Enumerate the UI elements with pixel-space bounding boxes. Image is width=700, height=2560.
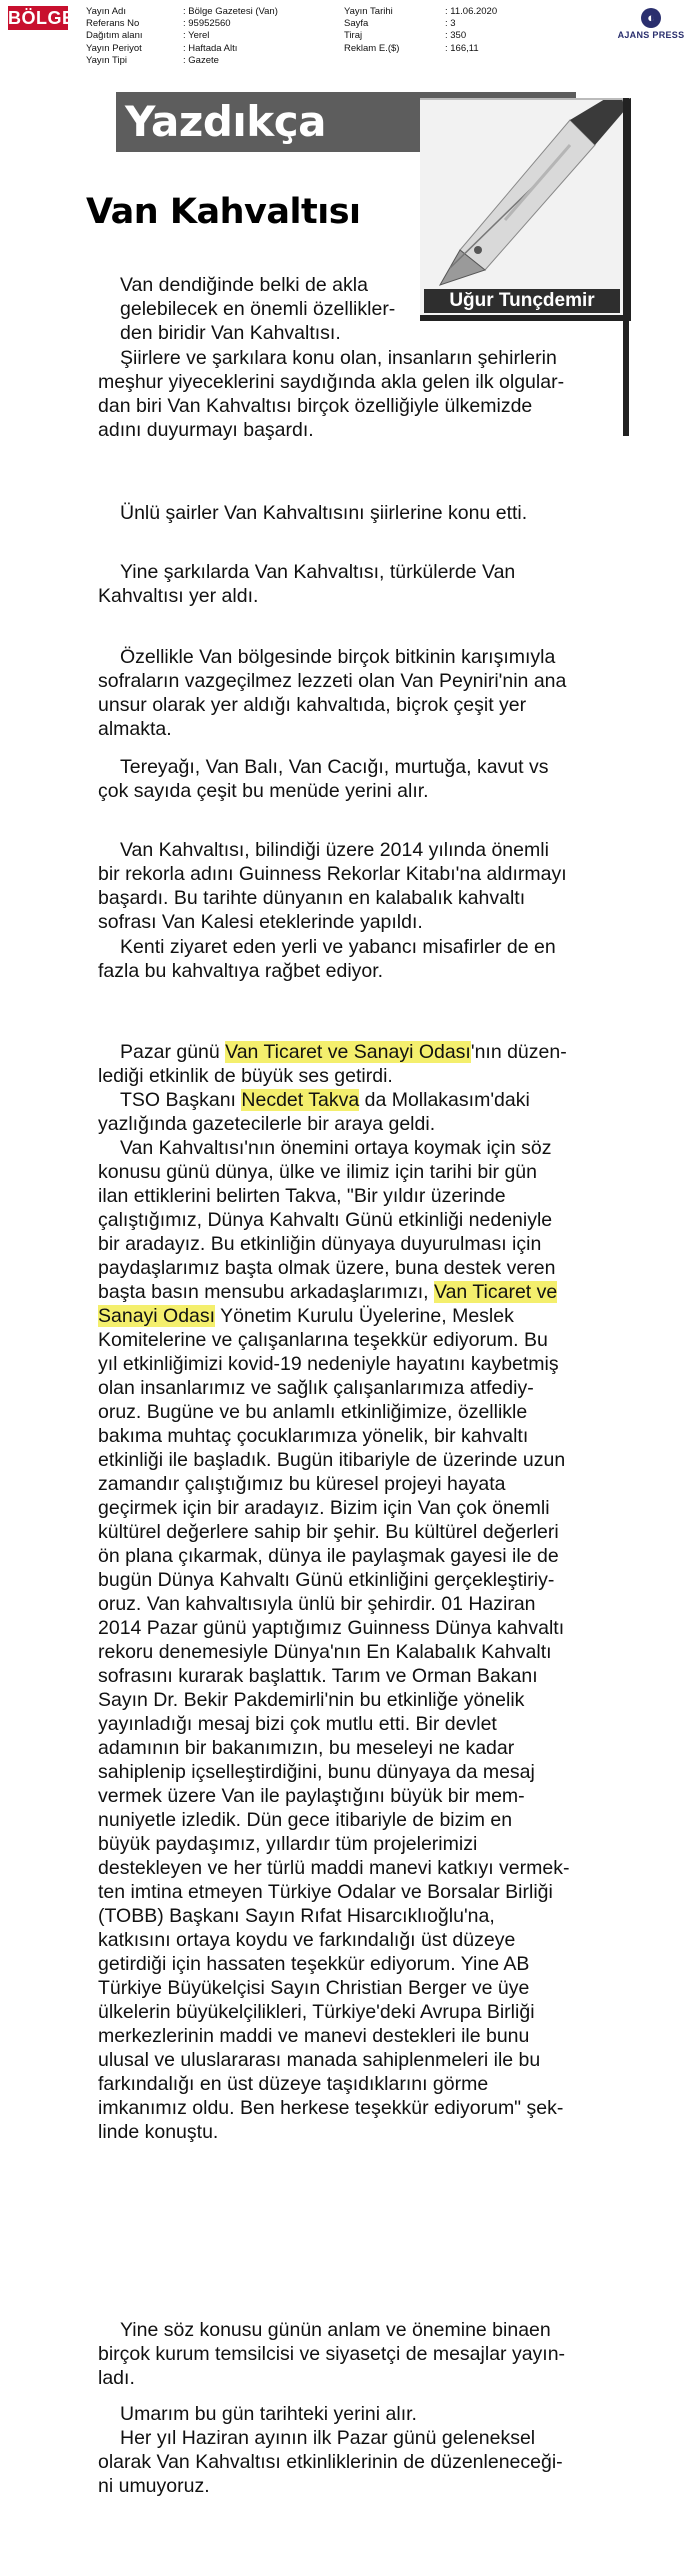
text-line: ladı. <box>98 2367 135 2389</box>
agency-mark-icon: ◐ <box>641 8 661 28</box>
text-line: zamandır çalıştığımız bu küresel projeyi hayata <box>98 1473 506 1495</box>
text-line: rekoru denemesiyle Dünya'nın En Kalabalık Kahvaltı <box>98 1641 552 1663</box>
text-line: Van Kahvaltısı'nın önemini ortaya koymak için söz <box>120 1137 552 1159</box>
text-line: Kenti ziyaret eden yerli ve yabancı misafirler de en <box>120 936 556 958</box>
text-line: ön plana çıkarmak, dünya ile paylaşmak gayesi ile de <box>98 1545 559 1567</box>
text-line: (TOBB) Başkanı Sayın Rıfat Hisarcıklıoğlu'na, <box>98 1905 495 1927</box>
agency-name: AJANS PRESS <box>617 30 685 40</box>
text-line: ten imtina etmeyen Türkiye Odalar ve Borsalar Birliği <box>98 1881 553 1903</box>
text-line: Özellikle Van bölgesinde birçok bitkinin karışımıyla <box>120 646 556 668</box>
text-line: olarak Van Kahvaltısı etkinliklerinin de düzenleneceği- <box>98 2451 563 2473</box>
publication-meta-right <box>344 6 497 55</box>
text-line: Kahvaltısı yer aldı. <box>98 585 259 607</box>
text-line: Umarım bu gün tarihteki yerini alır. <box>120 2403 417 2425</box>
meta-label: Yayın Tarihi <box>344 6 393 17</box>
meta-label: Tiraj <box>344 30 363 42</box>
text-line: almakta. <box>98 718 172 740</box>
article-paragraph <box>98 346 564 442</box>
text-line: ni umuyoruz. <box>98 2475 210 2497</box>
text-line <box>98 1304 569 1328</box>
text-line: imkanımız oldu. Ben herkese teşekkür ediyorum" şek- <box>98 2097 564 2119</box>
text-line: Şiirlere ve şarkılara konu olan, insanların şehirlerin <box>120 347 557 369</box>
text-line: adını duyurmayı başardı. <box>98 419 314 441</box>
article-paragraph <box>120 273 395 345</box>
article-paragraph <box>98 2426 563 2498</box>
meta-value: : Yerel <box>183 30 210 42</box>
article-paragraph <box>98 1136 569 2144</box>
text-line: başardı. Bu tarihte dünyanın en kalabalık kahvaltı <box>98 887 526 909</box>
meta-label: Reklam E.($) <box>344 42 400 54</box>
meta-value: : 3 <box>445 18 456 30</box>
text-span: 'nın düzen- <box>470 1041 567 1063</box>
text-line: destekleyen ve her türlü maddi manevi katkıyı vermek- <box>98 1857 570 1879</box>
meta-label: Dağıtım alanı <box>86 30 143 42</box>
meta-label: Yayın Periyot <box>86 42 142 54</box>
text-line: çok sayıda çeşit bu menüde yerini alır. <box>98 780 429 802</box>
column-name: Yazdıkça <box>125 97 326 146</box>
article-paragraph <box>98 501 527 525</box>
text-line: vermek üzere Van ile paylaştığını büyük bir mem- <box>98 1785 525 1807</box>
meta-row <box>344 30 497 42</box>
meta-value: : 166,11 <box>445 42 479 54</box>
meta-value: : Gazete <box>183 54 219 66</box>
text-line: Van dendiğinde belki de akla <box>120 274 368 296</box>
text-line: sofrasını kurarak başlattık. Tarım ve Orman Bakanı <box>98 1665 538 1687</box>
text-span: da Mollakasım'daki <box>359 1089 530 1111</box>
text-line: paydaşlarımız başta olmak üzere, buna destek veren <box>98 1257 556 1279</box>
text-line: meşhur yiyeceklerini saydığında akla gelen ilk olgular- <box>98 371 565 393</box>
text-line: yazlığında gazetecilerle bir araya geldi. <box>98 1113 436 1135</box>
meta-row <box>344 6 497 18</box>
text-line: fazla bu kahvaltıya rağbet ediyor. <box>98 960 384 982</box>
text-line: Ünlü şairler Van Kahvaltısını şiirlerine konu etti. <box>120 502 528 524</box>
article-paragraph <box>98 2402 417 2426</box>
article-paragraph <box>98 755 549 803</box>
publication-meta-left <box>86 6 278 67</box>
highlighted-name: Necdet Takva <box>241 1089 360 1111</box>
meta-value: : 11.06.2020 <box>445 6 498 17</box>
article-paragraph <box>98 1040 567 1136</box>
text-line: bir rekorla adını Guinness Rekorlar Kitabı'na aldırmayı <box>98 863 567 885</box>
text-line: adamının bir bakanımızın, bu meseleyi ne kadar <box>98 1737 515 1759</box>
text-line: ulusal ve uluslararası manada sahiplenmeleri ile bu <box>98 2049 541 2071</box>
text-line: Sayın Dr. Bekir Pakdemirli'nin bu etkinliğe yönelik <box>98 1689 525 1711</box>
article-paragraph <box>98 645 566 741</box>
fountain-pen-icon <box>420 100 625 290</box>
agency-logo <box>608 8 694 40</box>
text-line: den biridir Van Kahvaltısı. <box>120 322 341 344</box>
text-line: bakıma muhtaç çocuklarımıza yönelik, bir kahvaltı <box>98 1425 529 1447</box>
meta-row <box>86 18 278 30</box>
meta-value: : Haftada Altı <box>183 42 238 54</box>
text-line <box>98 1280 569 1304</box>
text-line: çalıştığımız, Dünya Kahvaltı Günü etkinliği nedeniyle <box>98 1209 553 1231</box>
highlighted-name: Van Ticaret ve Sanayi Odası <box>225 1041 471 1063</box>
text-line: ülkelerin büyükelçilikleri, Türkiye'deki Avrupa Birliği <box>98 2001 535 2023</box>
column-divider <box>623 98 629 436</box>
author-photo-panel <box>420 98 631 321</box>
text-line: büyük paydaşımız, yıllardır tüm projelerimizi <box>98 1833 478 1855</box>
author-name: Uğur Tunçdemir <box>424 289 620 313</box>
text-line: kültürel değerlere sahip bir şehir. Bu kültürel değerleri <box>98 1521 559 1543</box>
meta-row <box>344 43 497 55</box>
article-paragraph <box>98 935 556 983</box>
meta-label: Yayın Adı <box>86 6 126 17</box>
text-line: Van Kahvaltısı, bilindiği üzere 2014 yılında önemli <box>120 839 549 861</box>
text-line: birçok kurum temsilcisi ve siyasetçi de mesajlar yayın- <box>98 2343 566 2365</box>
article-paragraph <box>98 2318 565 2390</box>
text-line: ilan ettiklerini belirten Takva, "Bir yıldır üzerinde <box>98 1185 506 1207</box>
meta-row <box>86 30 278 42</box>
text-line: 2014 Pazar günü yaptığımız Guinness Dünya kahvaltı <box>98 1617 565 1639</box>
article-headline: Van Kahvaltısı <box>86 192 361 232</box>
text-line: Türkiye Büyükelçisi Sayın Christian Berger ve üye <box>98 1977 530 1999</box>
text-line: linde konuştu. <box>98 2121 219 2143</box>
meta-row <box>86 6 278 18</box>
text-line: Tereyağı, Van Balı, Van Cacığı, murtuğa, kavut vs <box>120 756 549 778</box>
meta-value: : Bölge Gazetesi (Van) <box>183 6 278 17</box>
text-line: yıl etkinliğimizi kovid-19 nedeniyle hayatını kaybetmiş <box>98 1353 559 1375</box>
text-line: olan insanlarımız ve sağlık çalışanlarımıza atfediy- <box>98 1377 534 1399</box>
text-line: Yine söz konusu günün anlam ve önemine binaen <box>120 2319 551 2341</box>
text-span: TSO Başkanı <box>120 1089 242 1111</box>
text-line: Yine şarkılarda Van Kahvaltısı, türkülerde Van <box>120 561 516 583</box>
text-line: katkısını ortaya koydu ve farkındalığı üst düzeye <box>98 1929 516 1951</box>
text-line: oruz. Van kahvaltısıyla ünlü bir şehirdir. 01 Haziran <box>98 1593 536 1615</box>
newspaper-logo: BÖLGE <box>8 8 75 28</box>
text-line: etkinliği ile başladık. Bugün itibariyle de üzerinde uzun <box>98 1449 566 1471</box>
text-line: Komitelerine ve çalışanlarına teşekkür ediyorum. Bu <box>98 1329 548 1351</box>
meta-label: Yayın Tipi <box>86 54 128 66</box>
text-line: sofrası Van Kalesi eteklerinde yapıldı. <box>98 911 423 933</box>
text-line: farkındalığı en üst düzeye taşıdıklarını görme <box>98 2073 489 2095</box>
meta-row <box>344 18 497 30</box>
text-line: getirdiği için hassaten teşekkür ediyorum. Yine AB <box>98 1953 530 1975</box>
text-line: dan biri Van Kahvaltısı birçok özelliğiyle ülkemizde <box>98 395 533 417</box>
text-line: Her yıl Haziran ayının ilk Pazar günü geleneksel <box>120 2427 536 2449</box>
text-line: bugün Dünya Kahvaltı Günü etkinliğini gerçekleştiriy- <box>98 1569 555 1591</box>
meta-row <box>86 55 278 67</box>
text-line: nuniyetle izledik. Dün gece itibariyle de bizim en <box>98 1809 513 1831</box>
article-paragraph <box>98 838 567 934</box>
meta-row <box>86 43 278 55</box>
meta-label: Sayfa <box>344 18 369 30</box>
text-span: başta basın mensubu arkadaşlarımızı, <box>98 1281 435 1303</box>
text-line <box>98 1040 567 1064</box>
meta-label: Referans No <box>86 18 140 30</box>
article-paragraph <box>98 560 515 608</box>
meta-value: : 95952560 <box>183 18 231 30</box>
text-line: konusu günü dünya, ülke ve ilimiz için tarihi bir gün <box>98 1161 537 1183</box>
text-line: gelebilecek en önemli özellikler- <box>120 298 396 320</box>
text-line: unsur olarak yer aldığı kahvaltıda, biçrok çeşit yer <box>98 694 527 716</box>
text-line: geçirmek için bir aradayız. Bizim için Van çok önemli <box>98 1497 550 1519</box>
highlighted-name: Sanayi Odası <box>98 1305 216 1327</box>
text-line: sahiplenip içselleştirdiğini, bunu dünyaya da mesaj <box>98 1761 535 1783</box>
text-line: sofraların vazgeçilmez lezzeti olan Van Peyniri'nin ana <box>98 670 567 692</box>
text-line <box>98 1088 567 1112</box>
text-span: Pazar günü <box>120 1041 226 1063</box>
text-line: bir aradayız. Bu etkinliğin dünyaya duyurulması için <box>98 1233 542 1255</box>
text-line: yayınladığı mesaj bizi çok mutlu etti. Bir devlet <box>98 1713 497 1735</box>
text-line: merkezlerinin maddi ve manevi destekleri ile bunu <box>98 2025 530 2047</box>
text-line: lediği etkinlik de büyük ses getirdi. <box>98 1065 393 1087</box>
text-line: oruz. Bugüne ve bu anlamlı etkinliğimize, özellikle <box>98 1401 528 1423</box>
text-span: Yönetim Kurulu Üyelerine, Meslek <box>215 1305 514 1327</box>
meta-value: : 350 <box>445 30 467 42</box>
highlighted-name: Van Ticaret ve <box>434 1281 558 1303</box>
